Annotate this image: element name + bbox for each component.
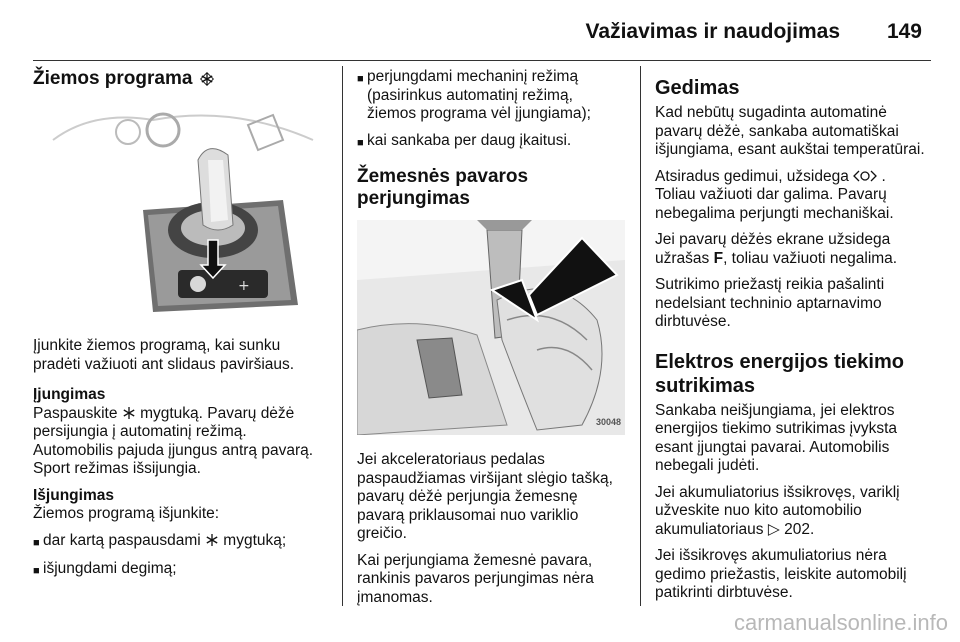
fault-warning-paragraph (655, 168, 930, 224)
snowflake-icon (122, 406, 136, 420)
heading-kickdown: Žemesnės pavaros perjungimas (357, 166, 529, 209)
column-3 (655, 68, 930, 611)
on-text-start: Paspauskite (33, 404, 118, 422)
svg-text:+: + (238, 278, 250, 294)
heading-fault: Gedimas (655, 77, 740, 99)
display-text-start: Jei pavarų dėžės ekrane užsidega užrašas (655, 231, 891, 267)
header-divider (33, 60, 931, 61)
watermark: carmanualsonline.info (733, 610, 948, 635)
pedal-illustration (357, 220, 625, 435)
page-reference[interactable]: 202. (784, 520, 815, 538)
fault-text-end: . Toliau važiuoti dar galima. Pavarų nebegalima perjungti mechaniškai. (655, 167, 894, 222)
pedal-drawing (357, 220, 625, 435)
on-text-end: mygtuką. Pavarų dėžė persijungia į automatinį režimą. Automobilis pajuda įjungus antrą pavarą. Sport režimas išsijungia. (33, 404, 314, 477)
section-title: Važiavimas ir naudojimas (585, 20, 840, 43)
bullet-text: mygtuką; (223, 531, 287, 549)
bullet-icon: ■ (33, 565, 40, 577)
display-f-paragraph (655, 231, 930, 268)
bullet-icon: ■ (357, 136, 364, 149)
bullet-icon: ■ (357, 73, 364, 85)
heading-power-failure: Elektros energijos tiekimo sutrikimas (655, 350, 904, 397)
bullet-text: perjungdami mechaninį režimą (pasirinkus automatinį režimą, žiemos programa vėl įjungiama); (367, 68, 591, 122)
page-number: 149 (886, 20, 922, 43)
jumpstart-paragraph (655, 484, 930, 540)
display-text-end: , toliau važiuoti negalima. (723, 249, 898, 267)
list-item (33, 560, 328, 581)
repair-paragraph: Sutrikimo priežastį reikia pašalinti nedelsiant techninio aptarnavimo dirbtuvėse. (655, 276, 885, 330)
heading-winter-program (33, 68, 328, 90)
list-item (357, 68, 625, 124)
list-item (357, 132, 625, 153)
fault-text-start: Atsiradus gedimui, užsidega (655, 167, 849, 185)
subheading-off: Išjungimas (33, 486, 114, 504)
display-letter: F (713, 249, 724, 267)
kickdown-paragraph-2: Kai perjungiama žemesnė pavara, rankinis pavaros perjungimas nėra įmanomas. (357, 551, 594, 606)
off-paragraph: Žiemos programą išjunkite: (33, 505, 220, 522)
heading-text: Žiemos programa (33, 68, 193, 89)
column-1 (33, 68, 328, 589)
column-divider (342, 66, 343, 606)
gear-lever-illustration (33, 100, 325, 315)
page-header (0, 0, 960, 62)
gear-lever-drawing (33, 100, 325, 315)
subheading-on: Įjungimas (33, 386, 106, 403)
battery-paragraph: Jei išsikrovęs akumuliatorius nėra gedimo priežastis, leiskite automobilį patikrinti dirbtuvėse. (655, 547, 907, 601)
snowflake-icon (200, 72, 214, 86)
image-label: 30048 (595, 416, 621, 427)
snowflake-icon (205, 533, 219, 547)
bullet-icon: ■ (33, 536, 40, 549)
fault-paragraph: Kad nebūtų sugadinta automatinė pavarų dėžė, sankaba automatiškai išjungiama, esant aukštai temperatūrai. (655, 104, 925, 158)
on-paragraph (33, 405, 328, 479)
list-item (33, 532, 328, 553)
bullet-text: dar kartą paspausdami (43, 531, 201, 549)
page-ref-icon: ▷ (767, 520, 780, 538)
intro-paragraph: Įjunkite žiemos programą, kai sunku pradėti važiuoti ant slidaus paviršiaus. (33, 337, 295, 373)
column-2 (357, 68, 625, 615)
kickdown-paragraph: Jei akceleratoriaus pedalas paspaudžiamas viršijant slėgio tašką, pavarų dėžė perjungia žemesnę pavarą priklausomai nuo variklio greičio. (357, 451, 613, 542)
bullet-text: kai sankaba per daug įkaitusi. (367, 131, 572, 149)
power-paragraph: Sankaba neišjungiama, jei elektros energijos tiekimo sutrikimas įvyksta esant įjungtai pavarai. Automobilis nebegali judėti. (655, 401, 898, 474)
bullet-text: išjungdami degimą; (43, 560, 177, 577)
jumpstart-text: Jei akumuliatorius išsikrovęs, variklį užveskite nuo kito automobilio akumuliatoriaus (655, 483, 900, 538)
gear-warning-icon (853, 169, 877, 183)
column-divider (640, 66, 641, 606)
